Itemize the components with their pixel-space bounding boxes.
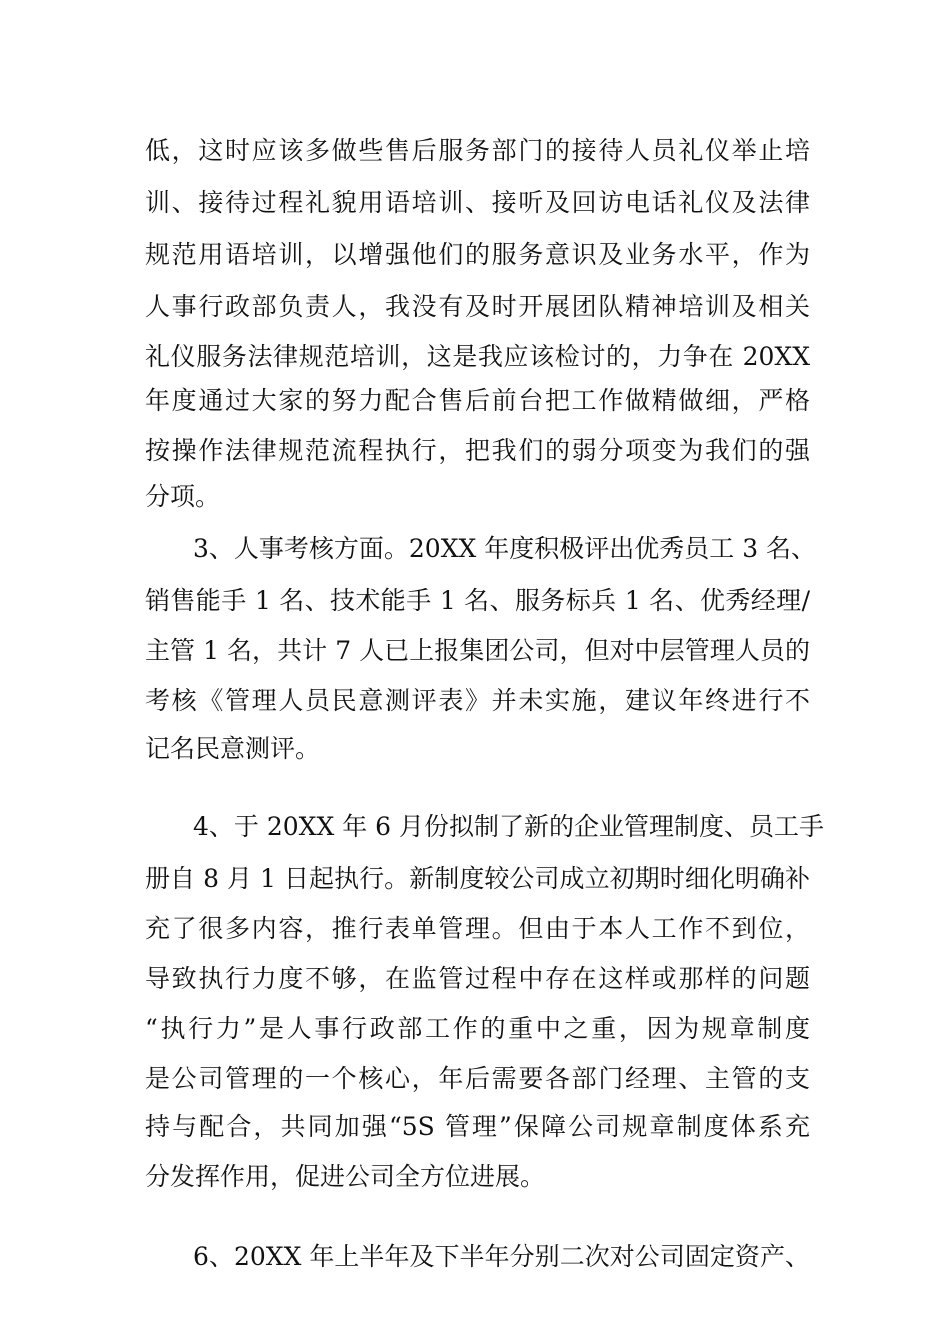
- text-line: “执行力”是人事行政部工作的重中之重，因为规章制度: [145, 1014, 810, 1043]
- text-line: 训、接待过程礼貌用语培训、接听及回访电话礼仪及法律: [145, 188, 810, 217]
- text-line: 分发挥作用，促进公司全方位进展。: [145, 1162, 546, 1191]
- text-line: 主管 1 名，共计 7 人已上报集团公司，但对中层管理人员的: [145, 636, 810, 665]
- text-line: 充了很多内容，推行表单管理。但由于本人工作不到位，: [145, 914, 810, 943]
- text-line: 按操作法律规范流程执行，把我们的弱分项变为我们的强: [145, 436, 810, 465]
- text-line: 册自 8 月 1 日起执行。新制度较公司成立初期时细化明确补: [145, 864, 810, 893]
- text-line: 低，这时应该多做些售后服务部门的接待人员礼仪举止培: [145, 136, 810, 165]
- text-line: 礼仪服务法律规范培训，这是我应该检讨的，力争在 20XX: [145, 342, 810, 371]
- text-line: 记名民意测评。: [145, 734, 321, 763]
- text-line: 考核《管理人员民意测评表》并未实施，建议年终进行不: [145, 686, 810, 715]
- paragraph-first-line: 6、20XX 年上半年及下半年分别二次对公司固定资产、: [193, 1242, 810, 1271]
- paragraph-first-line: 4、于 20XX 年 6 月份拟制了新的企业管理制度、员工手: [193, 812, 825, 841]
- text-line: 是公司管理的一个核心，年后需要各部门经理、主管的支: [145, 1064, 810, 1093]
- text-line: 导致执行力度不够，在监管过程中存在这样或那样的问题: [145, 964, 810, 993]
- text-line: 销售能手 1 名、技术能手 1 名、服务标兵 1 名、优秀经理/: [145, 586, 810, 615]
- text-line: 分项。: [145, 482, 221, 511]
- text-line: 持与配合，共同加强“5S 管理”保障公司规章制度体系充: [145, 1112, 810, 1141]
- paragraph-first-line: 3、人事考核方面。20XX 年度积极评出优秀员工 3 名、: [193, 534, 817, 563]
- text-line: 年度通过大家的努力配合售后前台把工作做精做细，严格: [145, 386, 810, 415]
- text-line: 人事行政部负责人，我没有及时开展团队精神培训及相关: [145, 292, 810, 321]
- text-line: 规范用语培训，以增强他们的服务意识及业务水平，作为: [145, 240, 810, 269]
